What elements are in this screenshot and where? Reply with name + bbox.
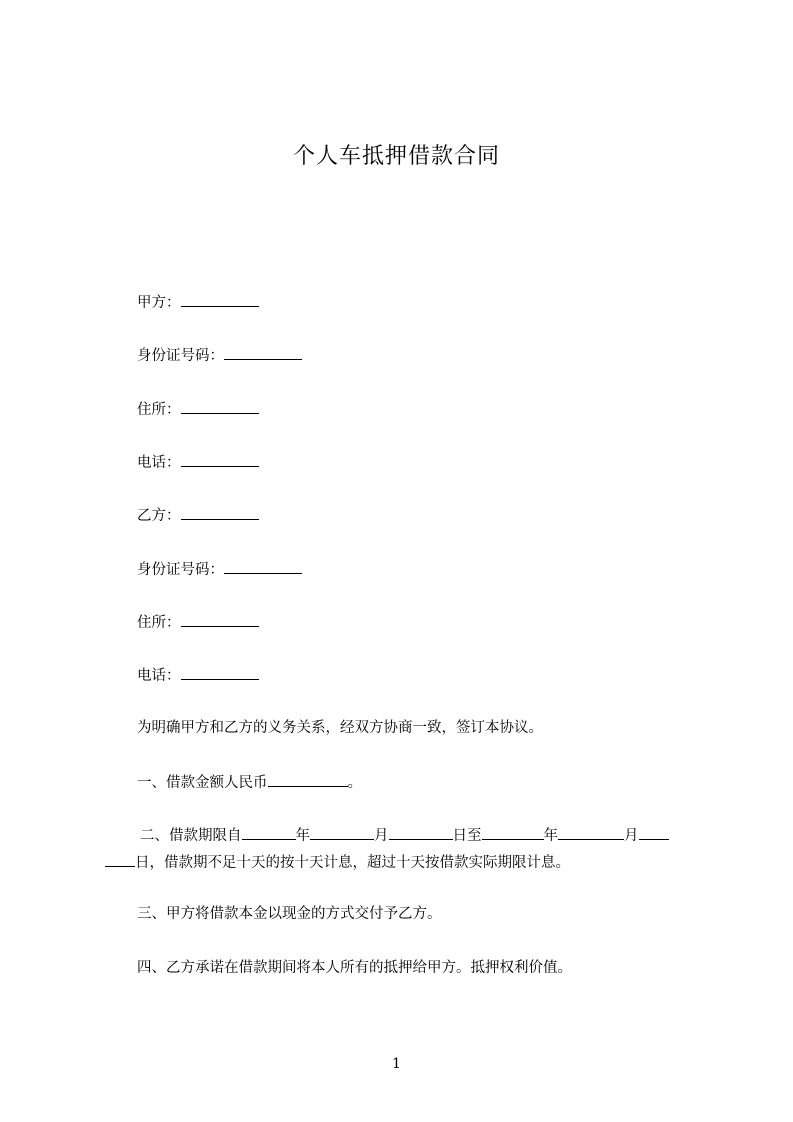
party-b-line <box>137 505 259 525</box>
end-day-blank-a <box>639 825 669 840</box>
end-day-blank-b <box>105 852 135 867</box>
party-b-blank <box>181 505 259 520</box>
party-a-phone-blank <box>181 452 259 467</box>
clause-2-year-1: 年 <box>295 828 310 844</box>
clause-3: 三、甲方将借款本金以现金的方式交付予乙方。 <box>137 906 442 922</box>
party-a-address-line <box>137 399 259 419</box>
page-number: 1 <box>392 1056 401 1072</box>
party-a-phone-line <box>137 452 259 472</box>
party-b-id-blank <box>224 559 302 574</box>
clause-4: 四、乙方承诺在借款期间将本人所有的抵押给甲方。抵押权利价值。 <box>137 960 572 976</box>
clause-2-line-2 <box>105 852 703 872</box>
party-b-phone-blank <box>181 665 259 680</box>
party-a-id-line <box>137 345 302 365</box>
party-b-address-blank <box>181 612 259 627</box>
party-b-phone-line <box>137 665 259 685</box>
clause-1 <box>137 772 362 792</box>
document-title: 个人车抵押借款合同 <box>292 144 500 169</box>
end-year-blank <box>482 825 544 840</box>
start-month-blank <box>310 825 374 840</box>
clause-2-month-2: 月 <box>624 828 639 844</box>
intro-paragraph: 为明确甲方和乙方的义务关系，经双方协商一致，签订本协议。 <box>137 720 543 736</box>
clause-2-prefix: 二、借款期限自 <box>140 828 242 844</box>
start-year-blank <box>242 825 296 840</box>
party-a-address-blank <box>181 399 259 414</box>
party-a-line <box>137 292 259 312</box>
clause-2-month-1: 月 <box>374 828 389 844</box>
party-a-blank <box>181 292 259 307</box>
clause-1-suffix: 。 <box>347 775 362 791</box>
clause-1-text: 一、借款金额人民币 <box>137 775 268 791</box>
clause-2-day-1: 日至 <box>452 828 482 844</box>
party-b-label: 乙方： <box>137 508 181 524</box>
party-a-phone-label: 电话： <box>137 455 181 471</box>
amount-blank <box>268 772 348 787</box>
party-b-id-label: 身份证号码： <box>137 562 224 578</box>
start-day-blank <box>389 825 453 840</box>
clause-2-rest: 日，借款期不足十天的按十天计息，超过十天按借款实际期限计息。 <box>135 855 570 871</box>
party-b-phone-label: 电话： <box>137 668 181 684</box>
party-a-address-label: 住所： <box>137 402 181 418</box>
party-b-id-line <box>137 559 302 579</box>
clause-2-line-1 <box>140 825 738 845</box>
end-month-blank <box>558 825 624 840</box>
party-a-id-blank <box>224 345 302 360</box>
clause-2-year-2: 年 <box>543 828 558 844</box>
party-b-address-label: 住所： <box>137 615 181 631</box>
party-a-id-label: 身份证号码： <box>137 348 224 364</box>
party-b-address-line <box>137 612 259 632</box>
party-a-label: 甲方： <box>137 295 181 311</box>
